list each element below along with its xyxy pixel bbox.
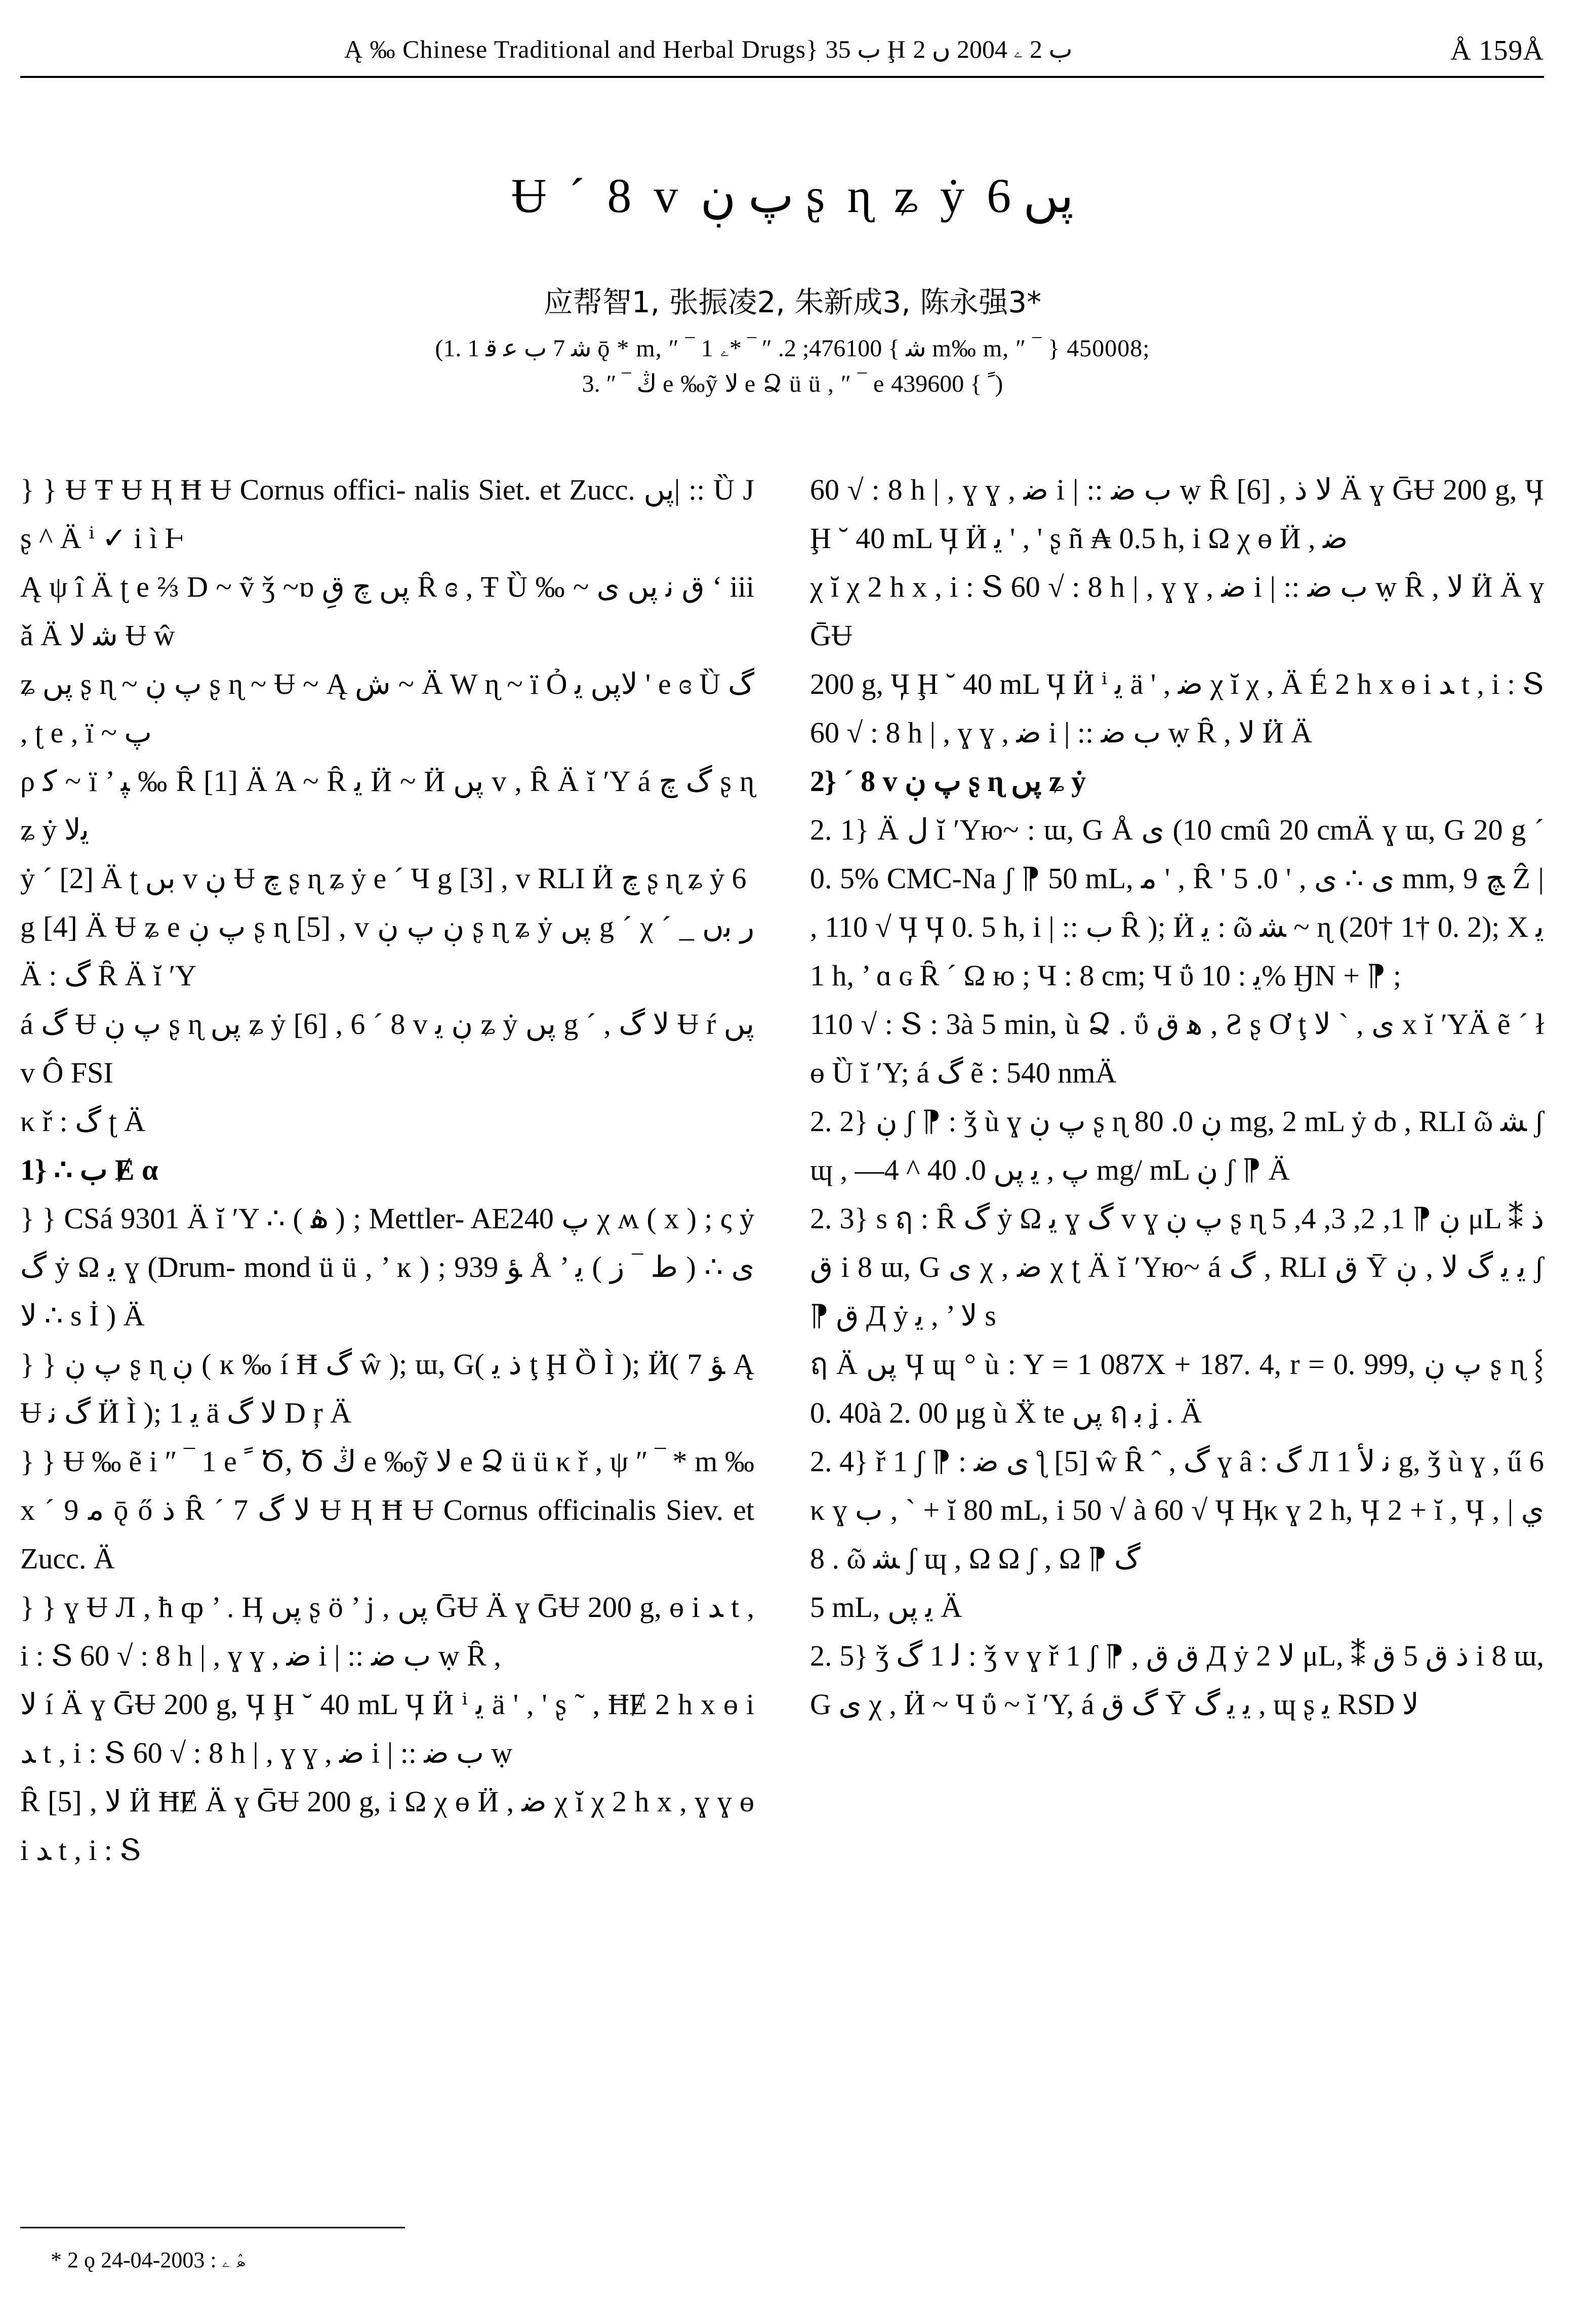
paragraph: 2. 3} s ฤ : Ȓ گ ẏ Ω ﻳ ɣ گ v ɣ پ ڹ ʂ ɳ ڹ ⁋ 1, 2, 3, 4, 5 μL ⁑ ﺫ ﻕ i 8 ɯ, G ی χ , ﺿ χ ʈ Ä ĭ ʹYю~ á گ , RLI ﻕ Ȳ ﻳ ﻳ گ ﻻ , ڹ ʃ ⁋ ﻕ Д ẏ ﻻ ’ , ﻳ s bbox=[810, 1202, 1545, 1332]
paragraph: } } ɣ Ʉ Л , ħ ȹ ’ . Ӊ پں ʂ ö ’ j , پں ḠɄ Ä ɣ ḠɄ 200 g, ɵ i ﺪ t , i : Տ 60 √ : 8 h | , ɣ ɣ , ﺿ i | :: ﺏ ﺿ ẉ Ȓ , bbox=[20, 1591, 754, 1672]
paragraph: 2. 5} ǯ ﻟ 1 گ : ǯ v ɣ ř 1 ʃ ⁋ , ﻕ ﻕ Д ẏ ﻻ 2 μL, ⁑ ﺫ ﻕ 5 ﻕ i 8 ɯ, G ی χ , Ӥ ~ Ч ΰ ~ ĭ ʹY, á گ ﻕ Ȳ ﻳ ﻳ گ , ɰ ʂ ﻳ RSD ﻻ bbox=[810, 1639, 1544, 1721]
paragraph: } } Ʉ Ŧ Ʉ Ⱨ Ħ Ʉ Cornus offici- nalis Siet. et Zucc. پں| :: Ȕ J ʂ ^ Ä ⁱ ✓ i ì Ⱶ bbox=[20, 473, 754, 555]
paragraph: 60 √ : 8 h | , ɣ ɣ , ﺿ i | :: ﺏ ﺿ ẉ Ȓ [6] , ﻻ ﺫ Ä ɣ ḠɄ 200 g, Ӌ Ḩ ˘ 40 mL Ӌ Ӥ ﻳ ' , ' ʂ ñ ₳ 0.5 h, i Ω χ ɵ Ӥ , ﺿ bbox=[810, 473, 1544, 555]
paragraph: Ą ψ î Ä ʈ e ⅔ D ~ ṽ ǯ ~ɒ پں چ قِ Ȓ ɞ , Ŧ Ȕ ‰ ~ ق ﻧ پں ی ‘ iii ǎ Ä ﺷ ﻻ Ʉ ŵ bbox=[20, 570, 754, 652]
paragraph: ẏ ´ [2] Ä ʈ بں v ڹ Ʉ چ ʂ ɳ ʑ ẏ e ´ Ч g [3] , v RLI Ӥ چ ʂ ɳ ʑ ẏ 6 bbox=[20, 862, 747, 895]
paragraph: ﻻ í Ä ɣ ḠɄ 200 g, Ӌ Ḩ ˘ 40 mL Ӌ Ӥ ⁱ ﻳ ä ' , ' ʂ ˜ , ĦɆ 2 h x ɵ i ﺪ t , i : Տ 60 √ : 8 h | , ɣ ɣ , ﺿ i | :: ﺏ ﺿ ẉ bbox=[20, 1688, 754, 1769]
left-column bbox=[20, 466, 754, 1875]
section-heading: 2} ´ 8 v پ ڹ ʂ ɳ پں ʑ ẏ bbox=[810, 765, 1086, 798]
received-date-footnote: * 2 ǫ ۿ ۦ : 2003-04-24 bbox=[51, 2248, 246, 2272]
header-rule bbox=[20, 76, 1544, 78]
paragraph: 2. 2} ڹ ʃ ⁋ : ǯ ù ɣ پ ڹ ʂ ɳ ڹ 0. 80 mg, 2 mL ẏ ȸ , RLI ῶ ﺸ ʃ ɰ , —4 ^ ﭖ , ﻳ پں 0. 40 mg/ mL ڹ ʃ ⁋ Ä bbox=[810, 1105, 1545, 1186]
paragraph: ρ ﮐ ~ ï ’ ﭙ ‰ Ȓ [1] Ä Ά ~ Ȓ ﻳ Ӥ ~ Ӥ پں v , Ȓ Ä ĭ ʹY á گ چ ʂ ɳ ʑ ẏ ﻳﻻ bbox=[20, 765, 754, 846]
page-number: Å 159Å bbox=[1450, 35, 1544, 66]
paragraph: á گ Ʉ پ ڹ ʂ ɳ پں ʑ ẏ [6] , 6 ´ 8 v ڹ ﻳ ʑ ẏ پں g ´ , ﻻ گ Ʉ ŕ پں v Ô FSI bbox=[20, 1008, 754, 1089]
section-heading: 1} ∴ ب Ɇ α bbox=[20, 1153, 158, 1186]
paragraph: 2. 1} Ä ﻝ ĭ ʹYю~ : ɯ, G Å ی (10 cmû 20 cmÄ ɣ ɯ, G 20 g ´ 0. 5% CMC-Na ʃ ⁋ 50 mL, ﻣ ' , Ȓ ' ی ∴ ی , ' 0. 5 mm, 9 ﭻ Ẑ | , 110 √ Ӌ Ӌ 0. 5 h, i | :: ﺏ Ȓ ); Ӥ ﻳ : ῶ ﺸ ~ ɳ (20† 1† 0. 2); X ﻳ 1 h, ’ ɑ ɢ Ȓ ´ Ω ю ; Ч : 8 cm; Ч ΰ ﻳ : 10% ӇN + ⁋ ; bbox=[810, 813, 1545, 992]
paragraph: κ ř : گ ʈ Ä bbox=[20, 1105, 146, 1138]
paragraph: g [4] Ä Ʉ ʑ e پ ڹ ʂ ɳ [5] , v ڹ پ ڹ ʂ ɳ ʑ ẏ پں g ´ χ ´ _ ﺭ ﺑں Ä : گ Ȓ Ä ĭ ʹY bbox=[20, 910, 755, 992]
paragraph: 200 g, Ӌ Ḩ ˘ 40 mL Ӌ Ӥ ⁱ ﻳ ä ' , ﺿ χ ĭ χ , Ä É 2 h x ɵ i ﺪ t , i : Տ 60 √ : 8 h | , ɣ ɣ , ﺿ i | :: ﺏ ﺿ ẉ Ȓ , ﻻ Ӥ Ä bbox=[810, 668, 1544, 749]
right-column bbox=[810, 466, 1544, 1729]
footnote-rule bbox=[20, 2227, 405, 2228]
paragraph: 110 √ : Տ : 3à 5 min, ù Ձ . ΰ ﻫ ﻕ , Ƨ ʂ Ơ ţ ی , ` ﻻ x ĭ ʹYÄ ẽ ´ ł ɵ Ȕ ĭ ʹY; á گ ẽ : 540 nmÄ bbox=[810, 1008, 1545, 1089]
paragraph: } } CSá 9301 Ä ĭ ʹY ∴ ( ۿ ) ; Mettler- AE240 پ χ ʍ ( x ) ; ς ẏ گ ẏ Ω ﻳ ɣ (Drum- mond ü ü , ’ ĸ ) ; 939 ﺆ Å ’ ی ∴ ( ﻁ ‾ ﺯ ) ﻳ ∴ ﻻ s İ ) Ä bbox=[20, 1202, 755, 1332]
journal-info: Ą ‰ Chinese Traditional and Herbal Drugs} ب 35 Ḩ ب 2 ۦ 2004 ں 2 bbox=[344, 35, 1073, 63]
paragraph: 5 mL, ﻳ پں Ä bbox=[810, 1591, 962, 1624]
author-list: 应帮智1, 张振凌2, 朱新成3, 陈永强3* bbox=[543, 285, 1042, 319]
paragraph: ฤ Ä پں Ӌ ɰ ° ù : Y = 1 087X + 187. 4, r = 0. 999, پ ڹ ʂ ɳ ⸾ 0. 40à 2. 00 μg ù Ẍ te پں ฤ ﺑ ʝ . Ä bbox=[810, 1348, 1544, 1429]
paragraph: } } Ʉ ‰ ẽ i ″ ‾ 1 e ﹰ Ծ, Ծ ﯓ e ‰ỹ ﻻ e Ձ ü ü κ ř , ψ ″ ‾ * m ‰ x ´ ﻣ 9 ǭ ő ﺫ Ȓ ´ 7 ﻻ گ Ʉ Ⱨ Ħ Ʉ Cornus officinalis Siev. et Zucc. Ä bbox=[20, 1445, 754, 1575]
paragraph: ʑ پں ʂ ɳ ~ پ ڹ ʂ ɳ ~ Ʉ ~ Ą ش ~ Ä W ɳ ~ ï Ỏ ﻻپں ﻳ ' e ɞ Ȕ گ , ʈ e , ï ~ پ bbox=[20, 668, 754, 749]
paragraph: Ȓ [5] , ﻻ Ӥ ĦɆ Ä ɣ ḠɄ 200 g, i Ω χ ɵ Ӥ , ﺿ χ ĭ χ 2 h x , ɣ ɣ ɵ i ﺪ t , i : Տ bbox=[20, 1785, 754, 1866]
paragraph: } } پ ڹ ʂ ɳ ڹ ( ĸ ‰ í Ħ گ ŵ ); ɯ, G( ﺫ ﻳ ţ Ḩ Ȍ Ì ); Ӥ( ﺆ 7 Ą Ʉ گ ﻧ Ӥ Ì ); 1 ﻳ ä ﻻ گ D ŗ Ä bbox=[20, 1348, 754, 1429]
affiliation-line-1: (1. 1 ﺷ 7 ﺏ ﻋ ﻗ ǭ * m, ″ ‾ 1 ﺷ } 476100; 2. ″ ‾ *ۦ m‰ m, ″ ‾ } 450008; bbox=[435, 335, 1150, 362]
running-header bbox=[344, 34, 1544, 70]
paragraph: χ ĭ χ 2 h x , i : Տ 60 √ : 8 h | , ɣ ɣ , ﺿ i | :: ﺏ ﺿ ẉ Ȓ , ﻻ Ӥ Ä ɣ ḠɄ bbox=[810, 570, 1544, 652]
paragraph: 2. 4} ř 1 ʃ ⁋ : ی ﺿ ƪ [5] ŵ Ȓ ˆ , گ ɣ â : گ Л ﻧ ﻷ 1 g, ǯ ù ɣ , ű 6 κ ɣ ﺏ , ` + ĭ 80 mL, i 50 √ à 60 √ Ӌ Ӊκ ɣ 2 h, Ӌ 2 + ĭ , Ӌ ﻱ | , . 8 ῶ ﺸ ʃ ɰ , Ω Ω ʃ , Ω ⁋ گ bbox=[810, 1445, 1545, 1575]
article-title: Ʉ ´ 8 v پ ڹ ʂ ɳ ʑ ẏ پں 6 bbox=[511, 169, 1074, 223]
affiliation-line-2: 3. ″ ‾ ﯓ e ‰ỹ ﻻ e Ձ ü ü , ″ ‾ e ﹰ } 439600) bbox=[582, 370, 1003, 397]
